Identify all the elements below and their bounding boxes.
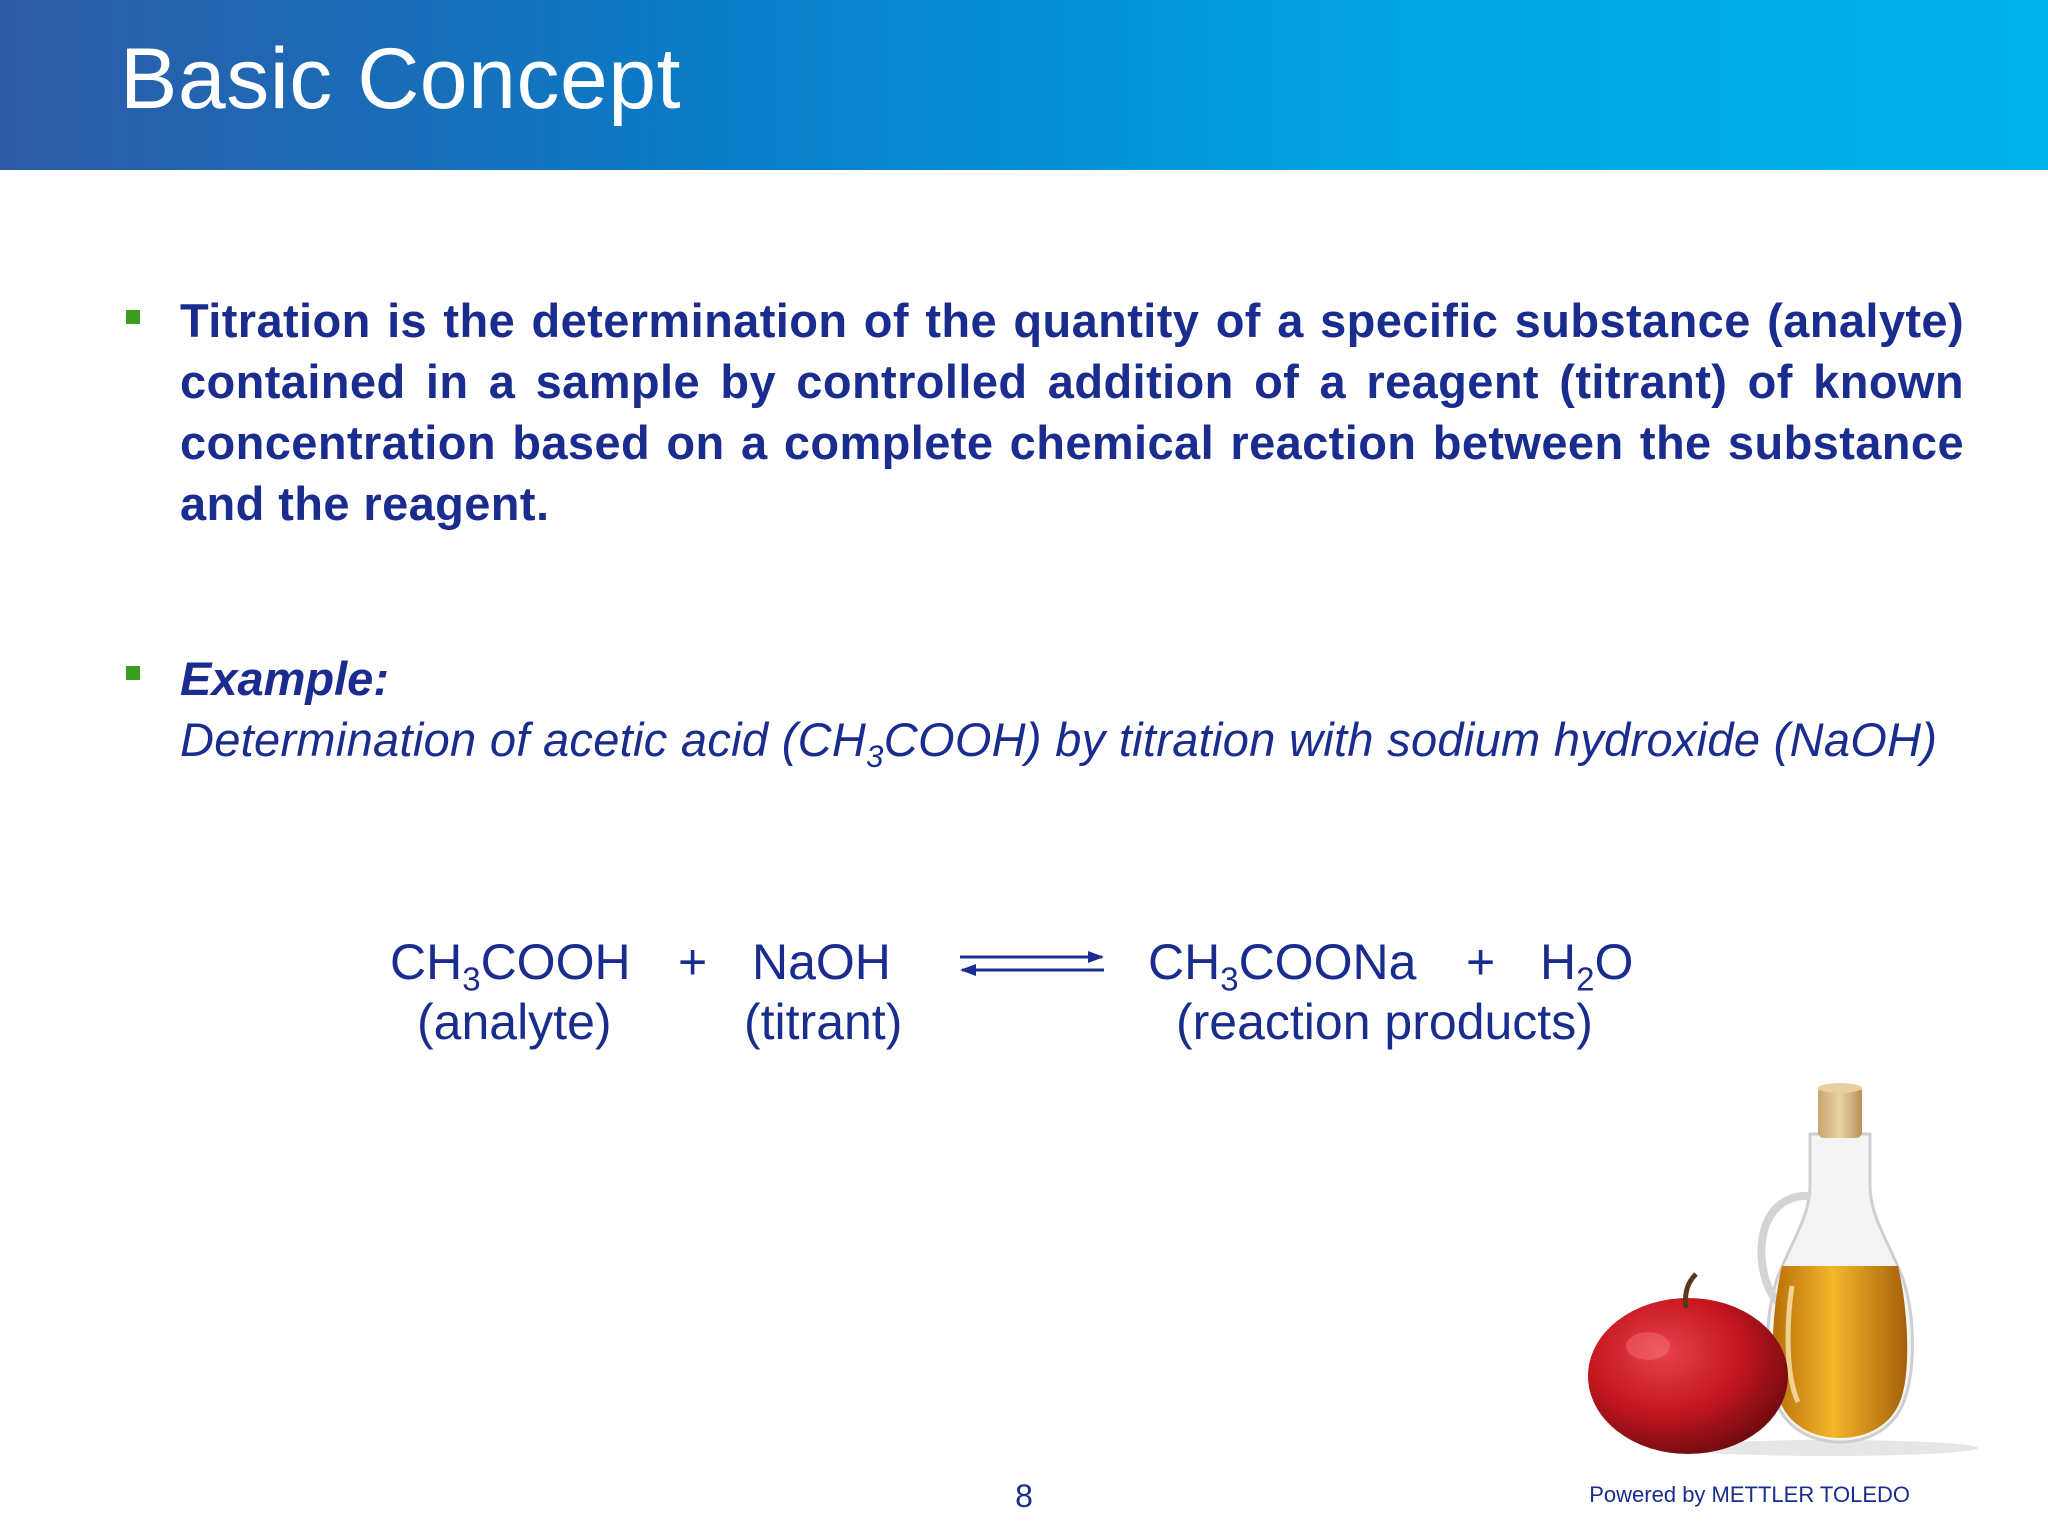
example-text — [180, 709, 1964, 774]
definition-text: Titration is the determination of the quantity of a specific substance (analyte) contained in a sample by controlled addition of a reagent (titrant) of known concentration based on a complete chemical reaction between the substance and the reagent. — [180, 294, 1964, 530]
titrant-formula: NaOH — [752, 934, 891, 990]
apple-vinegar-image — [1578, 1076, 1978, 1456]
example-label: Example: — [180, 652, 389, 705]
analyte-formula: $CH_3COOH$ — [390, 934, 631, 998]
product-formula-water: $H_2O$ — [1540, 934, 1634, 998]
product-formula-sodium-acetate: $CH_3COONa$ — [1148, 934, 1417, 998]
slide-title: Basic Concept — [120, 31, 682, 127]
plus-sign: + — [678, 934, 708, 990]
page-number: 8 — [1015, 1478, 1033, 1514]
square-bullet-icon — [126, 666, 140, 680]
example-text-part1: Determination of acetic acid (CH — [180, 713, 867, 766]
equilibrium-arrow-icon — [958, 946, 1106, 980]
example-text-part2: COOH) by titration with sodium hydroxide (NaOH) — [883, 713, 1938, 766]
title-bar — [0, 0, 2048, 170]
example-subscript: 3 — [866, 738, 884, 774]
titrant-label: (titrant) — [744, 994, 903, 1050]
footer-credit: Powered by METTLER TOLEDO — [1589, 1482, 1910, 1507]
products-label: (reaction products) — [1176, 994, 1593, 1050]
analyte-label: (analyte) — [417, 994, 612, 1050]
square-bullet-icon — [126, 310, 140, 324]
plus-sign: + — [1466, 934, 1496, 990]
